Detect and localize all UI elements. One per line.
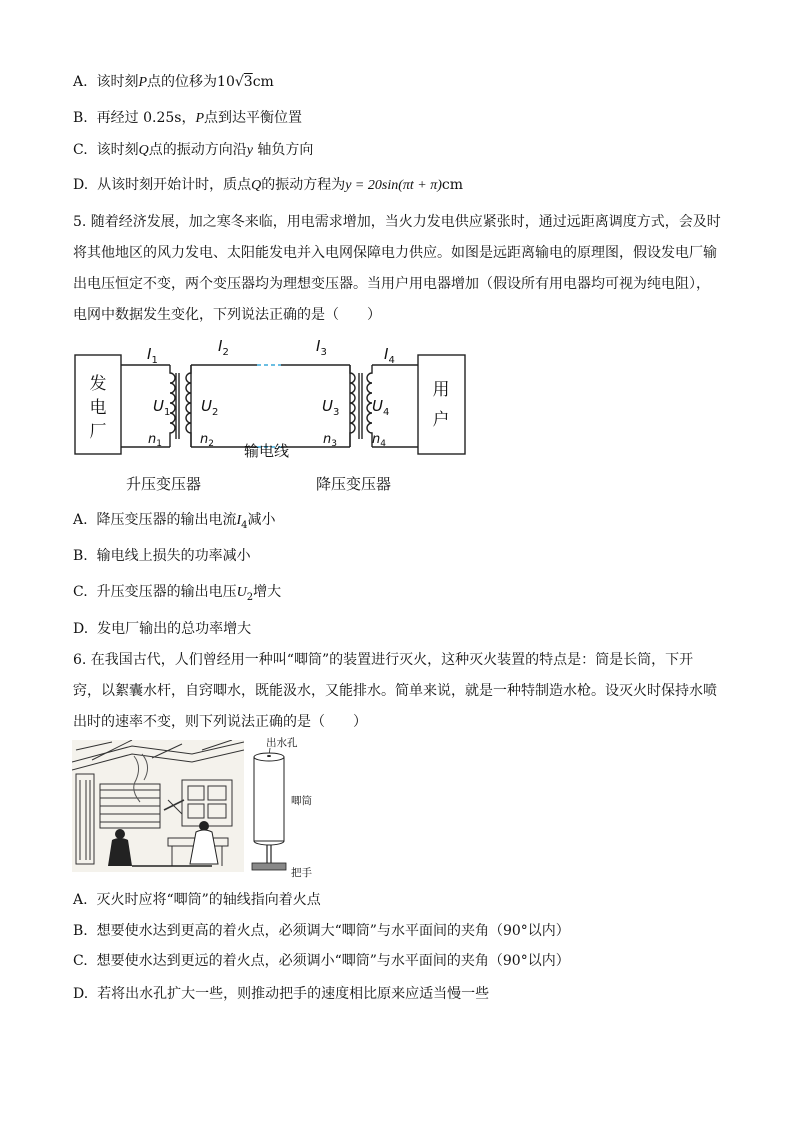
tube-body — [254, 757, 284, 841]
handle-label: 把手 — [291, 867, 312, 879]
label-I1: $I_1$ — [147, 345, 158, 366]
sqrt-sign: √ — [234, 74, 244, 90]
label-U4: $U_4$ — [372, 397, 390, 418]
user-box — [418, 355, 465, 454]
q6-option-d: D. 若将出水孔扩大一些，则推动把手的速度相比原来应适当慢一些 — [73, 986, 490, 1002]
user-char-1: 用 — [432, 380, 450, 400]
step-up-transformer-label: 升压变压器 — [126, 475, 202, 493]
step-down-transformer-label: 降压变压器 — [316, 475, 392, 493]
transmission-circuit-diagram — [70, 335, 470, 495]
q4-option-a: A. 该时刻P点的位移为10√3cm — [73, 74, 274, 90]
tube-label: 唧筒 — [291, 795, 312, 807]
ancient-firefighting-illustration — [72, 740, 244, 872]
q6-stem: 6. 在我国古代，人们曾经用一种叫“唧筒”的装置进行灭火，这种灭火装置的特点是：筒是长筒，下开窍，以絮囊水杆，自窍唧水，既能汲水，又能排水。简单来说，就是一种特制造水枪。设灭火时保持水喷出时的速率不变，则下列说法正确的是（ ） — [73, 652, 717, 730]
q4-option-b: B. 再经过 0.25s，P点到达平衡位置 — [73, 110, 303, 126]
q5-stem: 5. 随着经济发展，加之寒冬来临，用电需求增加，当火力发电供应紧张时，通过远距离调度方式，会及时将其他地区的风力发电、太阳能发电并入电网保障电力供应。如图是远距离输电的原理图，假设发电厂输出电压恒定不变，两个变压器均为理想变压器。当用户用电器增加（假设所有用电器均可视为纯电阻），电网中数据发生变化，下列说法正确的是（ ） — [73, 214, 721, 323]
label-U1: $U_1$ — [153, 397, 171, 418]
handle-bar — [252, 863, 286, 870]
q4-option-c: C. 该时刻Q点的振动方向沿y 轴负方向 — [73, 142, 314, 158]
label-I3: $I_3$ — [316, 337, 327, 358]
coil-n3 — [350, 365, 355, 447]
q5-option-b: B. 输电线上损失的功率减小 — [73, 548, 251, 564]
transmission-line-label: 输电线 — [244, 442, 290, 460]
plant-char-1: 发 — [89, 374, 107, 394]
outlet-hole — [267, 755, 271, 757]
q6-option-b: B. 想要使水达到更高的着火点，必须调大“唧筒”与水平面间的夹角（90°以内） — [73, 923, 570, 939]
q4-option-d: D. 从该时刻开始计时，质点Q的振动方程为y = 20sin(πt + π)cm — [73, 177, 464, 193]
coil-n1 — [170, 365, 175, 447]
label-n4: $n_4$ — [372, 432, 386, 449]
label-U3: $U_3$ — [322, 397, 340, 418]
q5-option-c: C. 升压变压器的输出电压$U_2$增大 — [73, 584, 282, 603]
label-U2: $U_2$ — [201, 397, 219, 418]
user-char-2: 户 — [432, 410, 450, 430]
label-n1: $n_1$ — [148, 432, 162, 449]
label-n2: $n_2$ — [200, 432, 214, 449]
label-I2: $I_2$ — [218, 337, 229, 358]
q5-option-a: A. 降压变压器的输出电流$I_4$减小 — [73, 512, 276, 531]
q6-option-a: A. 灭火时应将“唧筒”的轴线指向着火点 — [73, 892, 321, 908]
plant-char-2: 电 — [89, 398, 107, 418]
q5-option-d: D. 发电厂输出的总功率增大 — [73, 621, 252, 637]
q6-option-c: C. 想要使水达到更远的着火点，必须调小“唧筒”与水平面间的夹角（90°以内） — [73, 953, 570, 969]
pump-tube-diagram — [246, 733, 346, 879]
label-n3: $n_3$ — [323, 432, 337, 449]
label-I4: $I_4$ — [384, 345, 395, 366]
coil-n2 — [186, 365, 191, 447]
plant-char-3: 厂 — [89, 422, 107, 442]
outlet-label: 出水孔 — [266, 737, 298, 749]
